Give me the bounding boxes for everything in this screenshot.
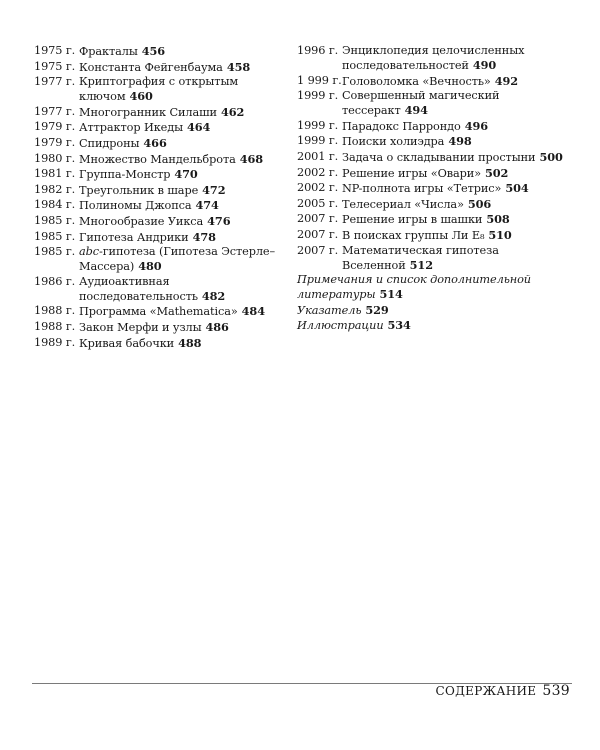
entry-year: 1986 г. xyxy=(34,274,76,288)
entry-title: Математическая гипотеза Вселенной xyxy=(342,243,499,272)
entry-title: NP-полнота игры «Тетрис» xyxy=(342,182,502,196)
toc-entry[interactable] xyxy=(34,336,284,351)
toc-right-column xyxy=(297,44,567,334)
toc-entry[interactable] xyxy=(34,167,284,182)
entry-year: 1999 г. xyxy=(297,89,339,103)
entry-page: 490 xyxy=(472,58,497,72)
entry-year: 1985 г. xyxy=(34,229,76,243)
entry-title: Криптография с открытым ключом xyxy=(79,75,239,104)
entry-year: 1975 г. xyxy=(34,44,76,57)
toc-entry[interactable] xyxy=(34,60,284,75)
entry-page: 462 xyxy=(220,104,245,119)
toc-entry[interactable] xyxy=(34,105,284,120)
toc-entry[interactable] xyxy=(297,228,567,243)
entry-title: Совершенный магический тессеракт xyxy=(342,89,500,118)
entry-page: 496 xyxy=(464,118,489,133)
entry-year: 1982 г. xyxy=(34,182,76,196)
entry-page: 510 xyxy=(488,227,512,242)
toc-appendix-entry[interactable] xyxy=(297,303,567,318)
entry-page: 492 xyxy=(494,73,518,88)
entry-title: Поиски холиэдра xyxy=(342,135,445,149)
toc-entry[interactable] xyxy=(34,275,284,304)
entry-year: 2005 г. xyxy=(297,196,339,210)
entry-title: Решение игры «Овари» xyxy=(342,166,482,180)
entry-year: 1 999 г. xyxy=(297,73,342,87)
appendix-title: Иллюстрации xyxy=(297,319,384,333)
entry-page: 488 xyxy=(178,335,202,350)
entry-title: Закон Мерфи и узлы xyxy=(79,320,202,334)
entry-title: Телесериал «Числа» xyxy=(342,197,464,211)
toc-entry[interactable] xyxy=(297,74,567,89)
toc-entry[interactable] xyxy=(34,230,284,245)
toc-entry[interactable] xyxy=(297,244,567,273)
entry-year: 1977 г. xyxy=(34,104,76,118)
toc-entry[interactable] xyxy=(34,245,284,274)
entry-page: 468 xyxy=(239,151,264,166)
entry-title-italic: abc xyxy=(79,245,99,259)
entry-title: Полиномы Джопса xyxy=(79,199,192,213)
entry-page: 472 xyxy=(202,182,226,197)
toc-appendix-entry[interactable] xyxy=(297,273,567,302)
entry-year: 1979 г. xyxy=(34,120,76,134)
entry-year: 1979 г. xyxy=(34,135,76,149)
entry-title: Гипотеза Андрики xyxy=(79,230,189,244)
entry-page: 506 xyxy=(467,196,492,211)
toc-entry[interactable] xyxy=(34,304,284,319)
toc-entry[interactable] xyxy=(34,75,284,104)
toc-entry[interactable] xyxy=(297,212,567,227)
entry-year: 2002 г. xyxy=(297,181,339,195)
entry-year: 1985 г. xyxy=(34,245,76,259)
entry-title: Многообразие Уикса xyxy=(79,214,204,228)
entry-title: Энциклопедия целочисленных последовательностей xyxy=(342,44,525,72)
entry-title: Спидроны xyxy=(79,136,140,150)
entry-page: 494 xyxy=(404,103,428,118)
entry-title: Задача о складывании простыни xyxy=(342,150,536,164)
appendix-page: 514 xyxy=(379,287,403,302)
entry-year: 2001 г. xyxy=(297,149,339,163)
entry-year: 2007 г. xyxy=(297,212,339,226)
entry-page: 502 xyxy=(485,165,509,180)
entry-title: Многогранник Силаши xyxy=(79,105,217,119)
entry-page: 464 xyxy=(187,120,211,135)
toc-entry[interactable] xyxy=(34,183,284,198)
toc-entry[interactable] xyxy=(34,214,284,229)
entry-year: 1988 г. xyxy=(34,304,76,318)
entry-page: 482 xyxy=(201,288,226,303)
entry-title: Решение игры в шашки xyxy=(342,213,483,227)
entry-year: 1980 г. xyxy=(34,151,76,165)
toc-entry[interactable] xyxy=(297,44,567,73)
entry-page: 474 xyxy=(195,198,219,213)
entry-title: Треугольник в шаре xyxy=(79,183,199,197)
entry-page: 500 xyxy=(539,149,563,164)
entry-year: 1975 г. xyxy=(34,59,76,73)
entry-title: Константа Фейгенбаума xyxy=(79,60,223,74)
entry-page: 470 xyxy=(174,167,198,182)
appendix-title: Указатель xyxy=(297,303,362,317)
entry-page: 466 xyxy=(143,135,167,150)
entry-title: -гипотеза (Гипотеза Эстерле–Массера) xyxy=(79,245,276,274)
entry-page: 512 xyxy=(409,257,433,272)
entry-year: 1999 г. xyxy=(297,118,339,132)
toc-entry[interactable] xyxy=(34,320,284,335)
entry-title: В поисках группы Ли E₈ xyxy=(342,228,485,242)
toc-left-column xyxy=(34,44,284,351)
entry-title: Парадокс Паррондо xyxy=(342,119,461,133)
entry-page: 504 xyxy=(505,181,529,196)
entry-year: 1999 г. xyxy=(297,134,339,148)
footer-section-title: СОДЕРЖАНИЕ xyxy=(435,684,537,698)
appendix-page: 529 xyxy=(365,302,389,317)
entry-page: 498 xyxy=(448,134,472,149)
toc-entry[interactable] xyxy=(34,198,284,213)
toc-entry[interactable] xyxy=(297,134,567,149)
toc-entry[interactable] xyxy=(297,89,567,118)
entry-page: 508 xyxy=(486,212,510,227)
toc-entry[interactable] xyxy=(297,197,567,212)
toc-appendix-entry[interactable] xyxy=(297,318,567,333)
toc-entry[interactable] xyxy=(34,120,284,135)
entry-year: 1989 г. xyxy=(34,335,76,349)
entry-year: 1977 г. xyxy=(34,75,76,89)
entry-page: 478 xyxy=(192,229,216,244)
entry-page: 480 xyxy=(138,259,162,274)
appendix-page: 534 xyxy=(387,318,411,333)
entry-page: 486 xyxy=(205,319,229,334)
entry-year: 1985 г. xyxy=(34,213,76,227)
entry-title: Аттрактор Икеды xyxy=(79,121,184,135)
entry-title: Группа-Монстр xyxy=(79,168,171,182)
entry-title: Множество Мандельброта xyxy=(79,152,236,166)
entry-title: Программа «Mathematica» xyxy=(79,305,238,319)
footer-page-number: 539 xyxy=(542,683,570,699)
entry-page: 458 xyxy=(226,59,251,74)
appendix-title: Примечания и список дополнительной литературы xyxy=(297,273,531,302)
entry-title: Фракталы xyxy=(79,45,138,58)
entry-page: 460 xyxy=(129,89,153,104)
entry-year: 1988 г. xyxy=(34,319,76,333)
page-footer xyxy=(436,683,571,699)
entry-year: 1996 г. xyxy=(297,44,339,57)
toc-entry[interactable] xyxy=(297,166,567,181)
toc-entry[interactable] xyxy=(297,119,567,134)
entry-year: 1984 г. xyxy=(34,198,76,212)
entry-year: 2007 г. xyxy=(297,243,339,257)
entry-page: 476 xyxy=(207,213,231,228)
toc-entry[interactable] xyxy=(297,181,567,196)
toc-entry[interactable] xyxy=(34,136,284,151)
toc-entry[interactable] xyxy=(297,150,567,165)
toc-entry[interactable] xyxy=(34,152,284,167)
entry-year: 1981 г. xyxy=(34,167,76,181)
entry-page: 456 xyxy=(141,44,166,58)
entry-year: 2002 г. xyxy=(297,165,339,179)
entry-page: 484 xyxy=(241,304,265,319)
toc-entry[interactable] xyxy=(34,44,284,59)
entry-title: Кривая бабочки xyxy=(79,336,175,350)
entry-year: 2007 г. xyxy=(297,227,339,241)
entry-title: Аудиоактивная последовательность xyxy=(79,274,198,303)
entry-title: Головоломка «Вечность» xyxy=(342,74,491,88)
